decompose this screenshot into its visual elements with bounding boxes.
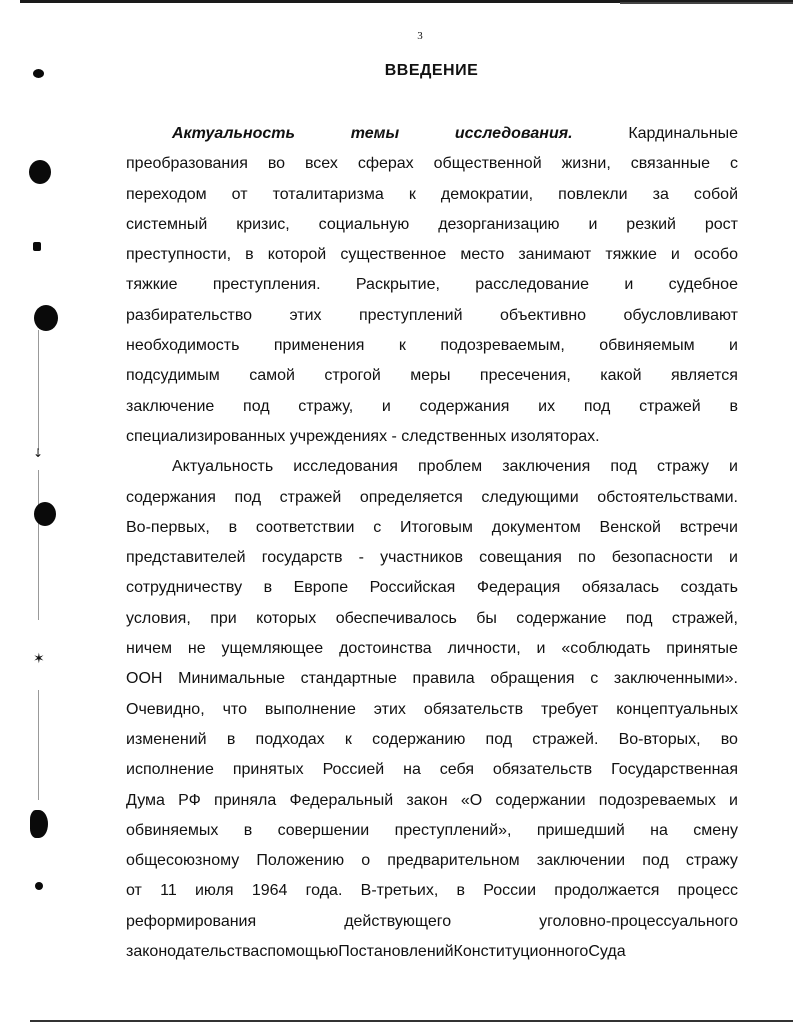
word: концептуальных (616, 700, 738, 718)
word: под (234, 488, 262, 506)
page-number: 3 (417, 30, 423, 42)
word: жизни, (561, 155, 611, 173)
word: является (670, 367, 738, 385)
word: заключения (502, 458, 591, 476)
word: закон (406, 791, 448, 809)
word: занимают (518, 246, 592, 264)
word: Актуальность (172, 125, 295, 142)
word: под (583, 397, 611, 415)
word: «соблюдать (561, 640, 651, 658)
word: следующими (481, 488, 579, 506)
word: кризис, (236, 215, 290, 233)
word: принятых (232, 761, 304, 779)
word: судебное (668, 276, 738, 294)
word: совещания (479, 549, 562, 567)
word: содержания (419, 397, 510, 415)
word: Итоговым (400, 518, 473, 536)
word: меры (410, 367, 451, 385)
word: тяжкие (605, 246, 657, 264)
text-line (126, 543, 738, 573)
word: Россией (322, 761, 385, 779)
word: себя (439, 761, 474, 779)
word: пришедший (536, 821, 625, 839)
word: от (126, 882, 142, 900)
word: при (210, 609, 237, 627)
word: стражу (685, 852, 738, 870)
word: которой (267, 246, 327, 264)
word: заключение (126, 397, 215, 415)
word: во (720, 730, 738, 748)
word: во (267, 155, 286, 173)
word: специализированных учреждениях - следственных изоляторах. (126, 427, 600, 445)
text-line (126, 786, 738, 816)
word: существенное (340, 246, 447, 264)
word: и (729, 791, 738, 809)
word: с (373, 518, 382, 536)
word: Во-первых, (126, 518, 210, 536)
scan-margin-line (38, 330, 39, 450)
word: и (729, 458, 738, 476)
text-line (126, 604, 738, 634)
word: соответствии (255, 518, 355, 536)
word: обязалась (581, 579, 660, 597)
word: строгой (324, 367, 381, 385)
word: всех (304, 155, 338, 173)
word: и (536, 640, 546, 658)
text-line (126, 755, 738, 785)
word: в (456, 882, 466, 900)
word: преступления. (212, 276, 321, 294)
punch-hole-mark (35, 882, 43, 890)
word: тяжкие (126, 276, 178, 294)
word: под (642, 852, 669, 870)
word: 11 (160, 882, 177, 900)
word: и (624, 276, 634, 294)
word: достоинства (339, 640, 432, 658)
word: законодательства (126, 943, 260, 961)
word: обвиняемых (126, 821, 219, 839)
word: стандартные (300, 670, 397, 688)
word: их (538, 397, 556, 415)
word: резкий (626, 215, 676, 233)
paragraph (126, 452, 738, 967)
word: преступности, (126, 246, 232, 264)
word: ущемляющее (221, 640, 324, 658)
text-line (126, 664, 738, 694)
word: Российская (369, 579, 456, 597)
scan-edge-top-right (620, 2, 793, 4)
word: документом (491, 518, 581, 536)
word: с (259, 943, 268, 961)
text-line (126, 816, 738, 846)
word: тоталитаризма (272, 185, 384, 203)
word: уголовно-процессуального (539, 912, 738, 930)
word: года. (305, 882, 343, 900)
word: в (263, 579, 273, 597)
word: Кардинальные (628, 125, 738, 142)
word: РФ (178, 791, 201, 809)
punch-hole (29, 160, 51, 184)
scan-margin-line (38, 690, 39, 800)
word: и (670, 246, 680, 264)
word: Государственная (611, 761, 738, 779)
text-line (126, 180, 738, 210)
word: Минимальные (178, 670, 285, 688)
text-line (126, 846, 738, 876)
text-line (126, 392, 738, 422)
word: представителей (126, 549, 246, 567)
text-line (126, 634, 738, 664)
word: обязательств (492, 761, 593, 779)
word: на (403, 761, 421, 779)
paragraph (126, 119, 738, 452)
word: применения (273, 337, 365, 355)
word: стражей (279, 488, 342, 506)
word: и (729, 337, 738, 355)
word: 1964 (251, 882, 288, 900)
word: за (652, 185, 669, 203)
word: стражу (656, 458, 709, 476)
word: под (485, 730, 513, 748)
word: государств (261, 549, 343, 567)
word: необходимость (126, 337, 240, 355)
word: Федерация (476, 579, 561, 597)
word: место (460, 246, 505, 264)
text-line (126, 695, 738, 725)
word: - (358, 549, 364, 567)
word: переходом (126, 185, 207, 203)
word: В-третьих, (360, 882, 439, 900)
word: выполнение (264, 700, 356, 718)
word: темы (350, 125, 400, 142)
word: в (729, 397, 738, 415)
punch-hole (30, 810, 48, 838)
word: связанные (630, 155, 711, 173)
word: Раскрытие, (355, 276, 440, 294)
word: Дума (126, 791, 165, 809)
word: обусловливают (623, 306, 738, 324)
word: стражей (639, 397, 701, 415)
word: исследования (293, 458, 398, 476)
word: что (222, 700, 247, 718)
word: сферах (357, 155, 414, 173)
word: разбирательство (126, 306, 253, 324)
word: с (590, 670, 599, 688)
word: личности, (447, 640, 521, 658)
word: Суда (588, 943, 626, 961)
text-line (126, 513, 738, 543)
word: преступлений», (394, 821, 512, 839)
word: заключенными». (613, 670, 738, 688)
word: встречи (679, 518, 738, 536)
word: смену (693, 821, 738, 839)
word: расследование (475, 276, 590, 294)
word: самой (249, 367, 295, 385)
word: бы (476, 609, 497, 627)
word: Федеральный (289, 791, 394, 809)
word: рост (704, 215, 738, 233)
word: объективно (499, 306, 587, 324)
word: и (381, 397, 391, 415)
scan-asterisk-mark: ✶ (33, 651, 45, 667)
word: исследования. (454, 125, 573, 142)
word: обязательств (423, 700, 524, 718)
word: на (650, 821, 668, 839)
word: приняла (214, 791, 277, 809)
word: безопасности (611, 549, 713, 567)
text-line (126, 240, 738, 270)
text-line (126, 270, 738, 300)
word: общесоюзному (126, 852, 240, 870)
text-line (126, 361, 738, 391)
word: подсудимым (126, 367, 220, 385)
word: проблем (418, 458, 483, 476)
word: заключении (536, 852, 626, 870)
word: не (187, 640, 206, 658)
word: содержание (516, 609, 607, 627)
word: собой (693, 185, 738, 203)
body-text (126, 119, 738, 967)
text-line (126, 452, 738, 482)
text-line (126, 937, 738, 967)
word: преступлений (358, 306, 463, 324)
punch-hole-mark (33, 242, 41, 251)
word: Актуальность (172, 458, 274, 476)
word: содержания (126, 488, 216, 506)
word: Постановлений (338, 943, 454, 961)
word: совершении (277, 821, 370, 839)
word: обстоятельствами. (597, 488, 738, 506)
word: изменений (126, 730, 207, 748)
word: сотрудничеству (126, 579, 243, 597)
word: этих (289, 306, 322, 324)
word: стражей, (671, 609, 738, 627)
scan-margin-line (38, 470, 39, 620)
word: какой (600, 367, 642, 385)
word: от (231, 185, 248, 203)
word: демократии, (440, 185, 534, 203)
word: в (228, 518, 238, 536)
word: Венской (599, 518, 661, 536)
word: повлекли (558, 185, 628, 203)
word: подозреваемых (598, 791, 716, 809)
text-line (126, 483, 738, 513)
word: реформирования (126, 912, 257, 930)
punch-hole (34, 502, 56, 526)
word: пресечения, (479, 367, 571, 385)
word: Во-вторых, (618, 730, 701, 748)
word: и (728, 549, 738, 567)
word: продолжается (554, 882, 660, 900)
text-line (126, 573, 738, 603)
scan-tick-mark: ↓ (33, 446, 44, 460)
word: предварительном (387, 852, 520, 870)
word: подходах (255, 730, 325, 748)
word: к (398, 337, 406, 355)
word: России (483, 882, 537, 900)
text-line (126, 210, 738, 240)
word: к (408, 185, 416, 203)
word: Положению (256, 852, 345, 870)
word: «О (460, 791, 483, 809)
word: стражей. (532, 730, 599, 748)
word: по (578, 549, 596, 567)
word: участников (380, 549, 464, 567)
word: особо (693, 246, 738, 264)
word: в (226, 730, 236, 748)
word: о (361, 852, 371, 870)
word: Европе (293, 579, 349, 597)
word: обвиняемым (599, 337, 695, 355)
text-line (126, 301, 738, 331)
word: Очевидно, (126, 700, 205, 718)
word: которых (256, 609, 317, 627)
word: в (243, 821, 253, 839)
word: требует (541, 700, 599, 718)
word: этих (373, 700, 406, 718)
word: условия, (126, 609, 191, 627)
word: июля (194, 882, 234, 900)
word: Конституционного (453, 943, 589, 961)
word: создать (680, 579, 738, 597)
word: под (243, 397, 270, 415)
word: обеспечивалось (335, 609, 457, 627)
text-line (126, 331, 738, 361)
word: дезорганизацию (438, 215, 560, 233)
scan-edge-bottom (30, 1020, 793, 1022)
word: процесс (677, 882, 738, 900)
text-line (126, 907, 738, 937)
text-line (126, 149, 738, 179)
word: помощью (267, 943, 339, 961)
text-line (126, 119, 738, 149)
word: содержанию (372, 730, 466, 748)
word: преобразования (126, 155, 248, 173)
word: правила (412, 670, 475, 688)
word: к (344, 730, 352, 748)
word: стражу, (298, 397, 354, 415)
word: исполнение (126, 761, 214, 779)
word: ничем (126, 640, 173, 658)
text-line (126, 725, 738, 755)
word: определяется (359, 488, 463, 506)
page-title: ВВЕДЕНИЕ (384, 62, 479, 79)
word: в (245, 246, 254, 264)
word: социальную (318, 215, 410, 233)
word: под (625, 609, 653, 627)
word: действующего (344, 912, 452, 930)
punch-hole (34, 305, 58, 331)
word: под (610, 458, 637, 476)
text-line (126, 876, 738, 906)
word: ООН (126, 670, 163, 688)
word: общественной (433, 155, 542, 173)
word: подозреваемым, (440, 337, 565, 355)
word: и (588, 215, 598, 233)
word: с (729, 155, 738, 173)
word: обращения (490, 670, 575, 688)
word: содержании (495, 791, 586, 809)
word: системный (126, 215, 208, 233)
text-line (126, 422, 738, 452)
word: принятые (666, 640, 738, 658)
